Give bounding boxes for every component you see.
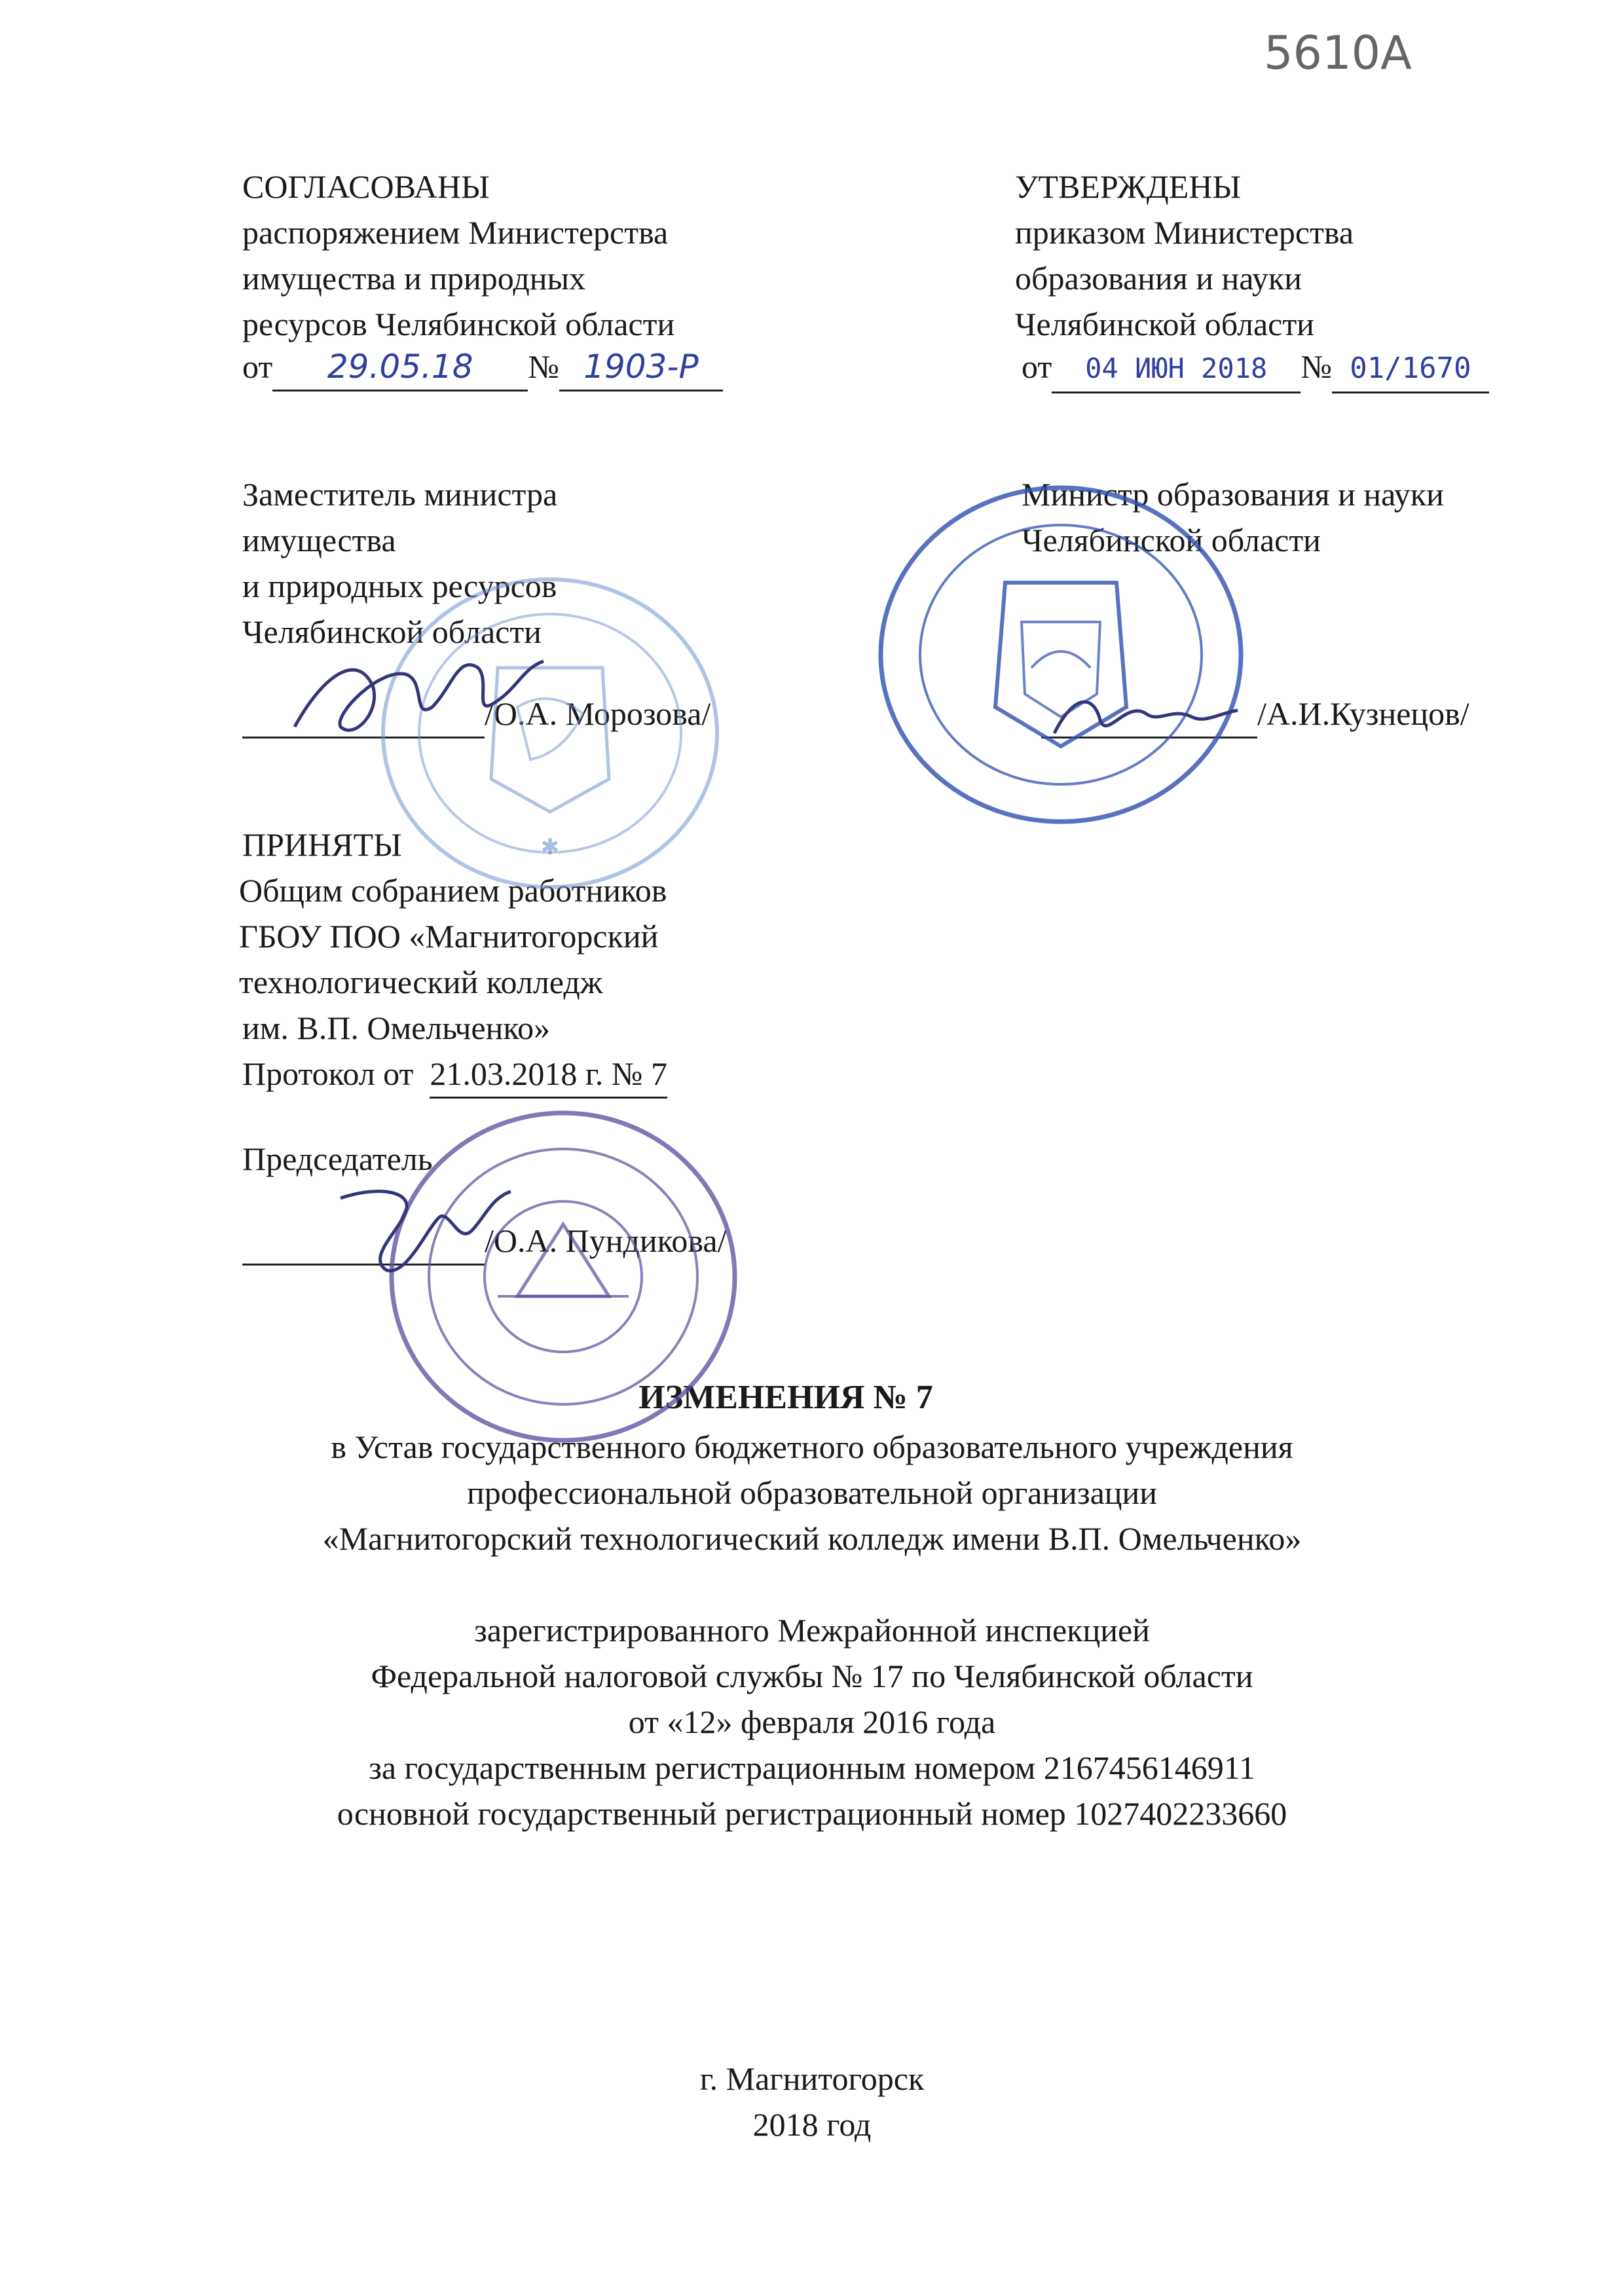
approved-line-3: Челябинской области [1015, 306, 1314, 342]
agreed-line-1: распоряжением Министерства [242, 214, 669, 251]
registration-line-5: основной государственный регистрационный номер 1027402233660 [337, 1795, 1287, 1832]
approved-signer-title-2: Челябинской области [1022, 522, 1321, 558]
document-title: ИЗМЕНЕНИЯ № 7 [638, 1379, 933, 1416]
agreed-date-value: 29.05.18 [272, 344, 528, 392]
agreed-signer-name: /О.А. Морозова/ [485, 695, 711, 732]
accepted-protocol-row [242, 1051, 667, 1099]
approved-signer-title-1: Министр образования и науки [1022, 476, 1444, 513]
accepted-line-3: технологический колледж [239, 964, 603, 1000]
agreed-signer-title-3: и природных ресурсов [242, 568, 557, 604]
approved-date-value: 04 ИЮН 2018 [1052, 346, 1301, 393]
registration-line-3: от «12» февраля 2016 года [628, 1704, 996, 1740]
agreed-date-prefix: от [242, 348, 273, 385]
approved-signer-name: /А.И.Кузнецов/ [1257, 695, 1469, 732]
accepted-line-1: Общим собранием работников [239, 872, 667, 909]
footer-year: 2018 год [752, 2106, 872, 2143]
registration-line-4: за государственным регистрационным номером 2167456146911 [369, 1749, 1255, 1786]
ministry-education-stamp [864, 471, 1257, 838]
signature-kuznetsov [1048, 681, 1244, 753]
title-line-1: в Устав государственного бюджетного образовательного учреждения [331, 1429, 1293, 1465]
agreed-line-3: ресурсов Челябинской области [242, 306, 675, 342]
agreed-number-prefix: № [528, 348, 559, 385]
agreed-heading: СОГЛАСОВАНЫ [242, 168, 490, 205]
approved-line-1: приказом Министерства [1015, 214, 1354, 251]
agreed-signer-title-2: имущества [242, 522, 396, 558]
title-line-3: «Магнитогорский технологический колледж имени В.П. Омельченко» [322, 1520, 1302, 1557]
agreed-signer-title-4: Челябинской области [242, 613, 542, 650]
agreed-signer-title-1: Заместитель министра [242, 476, 558, 513]
approved-number-value: 01/1670 [1332, 346, 1489, 393]
protocol-value: 21.03.2018 г. № 7 [430, 1051, 667, 1099]
accepted-line-4: им. В.П. Омельченко» [242, 1010, 551, 1046]
agreed-date-row [242, 344, 723, 392]
svg-text:✱: ✱ [540, 834, 560, 860]
approved-line-2: образования и науки [1015, 260, 1302, 297]
title-line-2: профессиональной образовательной организации [466, 1474, 1158, 1511]
approved-date-prefix: от [1022, 348, 1052, 385]
corner-handwritten-mark: 5610А [1264, 26, 1412, 80]
signature-morozova [282, 629, 557, 759]
approved-number-prefix: № [1301, 348, 1332, 385]
registration-line-1: зарегистрированного Межрайонной инспекцией [474, 1612, 1150, 1649]
chair-title: Председатель [242, 1140, 433, 1177]
protocol-prefix: Протокол от [242, 1055, 414, 1092]
accepted-line-2: ГБОУ ПОО «Магнитогорский [239, 918, 659, 955]
chair-name: /О.А. Пундикова/ [485, 1222, 727, 1259]
agreed-number-value: 1903-Р [559, 344, 723, 392]
approved-date-row [1022, 344, 1489, 393]
agreed-line-2: имущества и природных [242, 260, 586, 297]
signature-pundikova [327, 1172, 524, 1283]
registration-line-2: Федеральной налоговой службы № 17 по Челябинской области [371, 1658, 1253, 1694]
approved-heading: УТВЕРЖДЕНЫ [1015, 168, 1242, 205]
accepted-heading: ПРИНЯТЫ [242, 826, 402, 863]
footer-city: г. Магнитогорск [699, 2060, 925, 2097]
